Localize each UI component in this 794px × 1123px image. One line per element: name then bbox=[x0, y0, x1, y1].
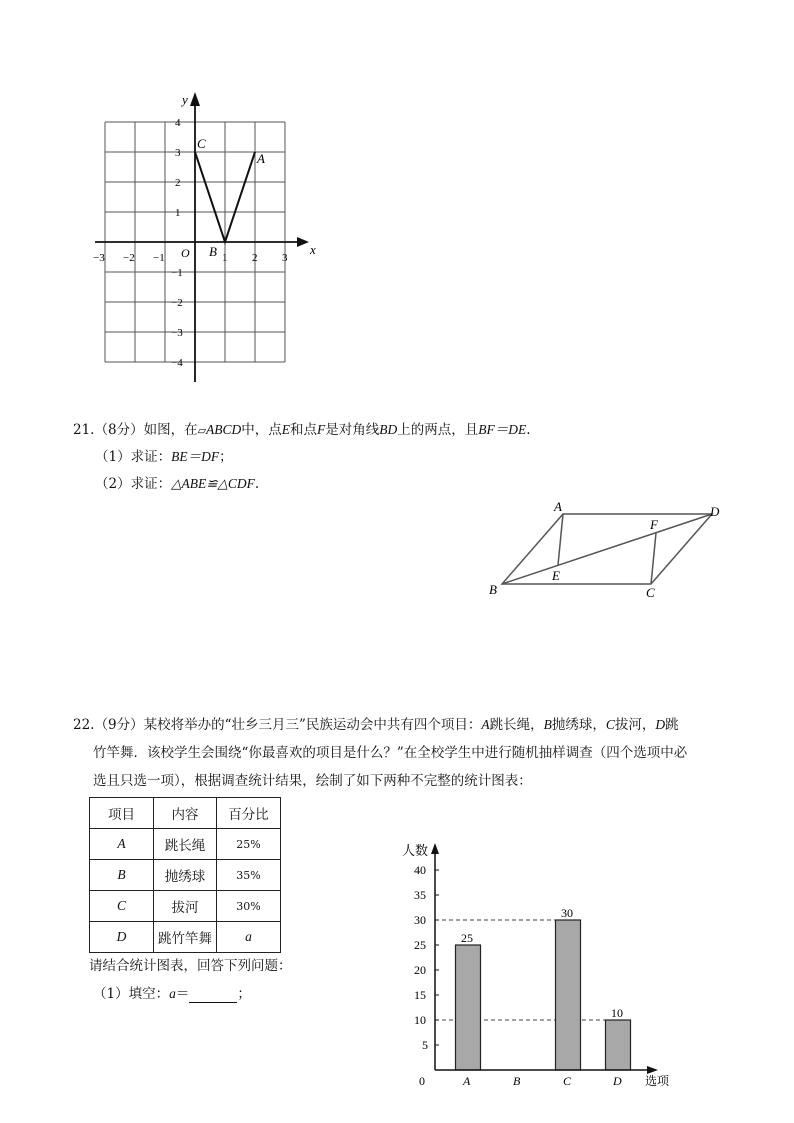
table-row bbox=[90, 829, 281, 860]
q21-text: . bbox=[526, 422, 531, 438]
table-cell: C bbox=[90, 891, 154, 922]
q22-part1-end: ； bbox=[237, 986, 251, 1002]
segment-ae bbox=[558, 514, 563, 565]
point-c-label: C bbox=[197, 136, 206, 151]
q21-part2-expr: △ABE≌△CDF bbox=[171, 476, 255, 491]
y-tick-label: 2 bbox=[175, 177, 181, 189]
x-axis-arrow bbox=[297, 237, 309, 247]
q22-part1-label: （1）填空： bbox=[93, 986, 170, 1002]
q21-diagonal: BD bbox=[379, 422, 398, 437]
y-tick-label: 35 bbox=[414, 888, 426, 902]
q22-instruction: 请结合统计图表，回答下列问题： bbox=[89, 958, 292, 974]
table-cell: B bbox=[90, 860, 154, 891]
q22-text: 拔河， bbox=[614, 717, 656, 733]
x-tick-label: −2 bbox=[123, 252, 135, 264]
q21-para-name: ABCD bbox=[206, 422, 242, 437]
q22-stem-line1 bbox=[73, 716, 679, 734]
q21-text: 中，点 bbox=[241, 422, 282, 438]
chart-bars bbox=[456, 920, 631, 1070]
y-tick-label: 25 bbox=[414, 938, 426, 952]
q22-text: 抛绣球， bbox=[551, 717, 606, 733]
y-axis-title: 人数 bbox=[402, 843, 429, 858]
bar-value-label: 30 bbox=[561, 906, 573, 920]
y-tick-label: 10 bbox=[414, 1013, 426, 1027]
table-cell: 35% bbox=[217, 860, 281, 891]
x-tick-label: 2 bbox=[252, 252, 258, 264]
q21-part1-expr: BE＝DF bbox=[171, 449, 220, 464]
q22-text: 跳 bbox=[665, 717, 679, 733]
label-d: D bbox=[710, 504, 720, 519]
bar-a bbox=[456, 945, 481, 1070]
table-header: 内容 bbox=[154, 798, 217, 829]
table-header: 百分比 bbox=[217, 798, 281, 829]
q21-part1-label: （1）求证： bbox=[95, 449, 172, 465]
q22-text: 跳长绳， bbox=[489, 717, 544, 733]
q21-point-e: E bbox=[281, 422, 291, 437]
q21-text: 如图，在 bbox=[143, 422, 198, 438]
bar-c bbox=[556, 920, 581, 1070]
coordinate-tick-labels bbox=[93, 92, 316, 369]
x-axis-label: x bbox=[310, 242, 316, 257]
y-tick-label: 5 bbox=[422, 1038, 428, 1052]
stats-table bbox=[89, 797, 281, 953]
q22-text: 某校将举办的“壮乡三月三”民族运动会中共有四个项目： bbox=[143, 717, 482, 733]
table-cell: 拔河 bbox=[154, 891, 217, 922]
parallelogram-figure bbox=[480, 495, 730, 605]
y-tick-label: 20 bbox=[414, 963, 426, 977]
label-b: B bbox=[489, 582, 497, 597]
q21-score: （8分） bbox=[94, 422, 144, 438]
x-tick-label: B bbox=[513, 1074, 521, 1088]
y-tick-label: −1 bbox=[171, 267, 183, 279]
y-axis-arrow bbox=[431, 843, 439, 854]
q21-text: 上的两点，且 bbox=[397, 422, 479, 438]
q22-number: 22. bbox=[73, 717, 95, 733]
table-row bbox=[90, 922, 281, 953]
q22-option-b: B bbox=[543, 717, 552, 732]
origin-label: O bbox=[181, 246, 190, 260]
y-tick-label: −4 bbox=[171, 357, 183, 369]
bar-value-label: 25 bbox=[461, 931, 473, 945]
x-tick-label: −1 bbox=[153, 252, 165, 264]
table-row bbox=[90, 891, 281, 922]
q21-point-f: F bbox=[317, 422, 326, 437]
x-axis-title: 选项 bbox=[645, 1074, 670, 1088]
label-a: A bbox=[554, 499, 562, 514]
y-tick-label: −2 bbox=[171, 297, 183, 309]
q21-text: 是对角线 bbox=[325, 422, 380, 438]
x-tick-label: 1 bbox=[222, 252, 228, 264]
y-tick-label: 3 bbox=[175, 147, 181, 159]
point-b-label: B bbox=[209, 244, 217, 259]
answer-blank[interactable] bbox=[189, 988, 237, 1003]
q22-part1 bbox=[93, 985, 251, 1003]
table-row bbox=[90, 860, 281, 891]
q21-part2-label: （2）求证： bbox=[95, 476, 172, 492]
q22-score: （9分） bbox=[94, 717, 144, 733]
bar-chart bbox=[390, 835, 680, 1090]
table-cell: D bbox=[90, 922, 154, 953]
q21-part2 bbox=[95, 475, 259, 493]
y-tick-label: −3 bbox=[171, 327, 183, 339]
q22-stem-line2: 竹竿舞．该校学生会围绕“你最喜欢的项目是什么？”在全校学生中进行随机抽样调查（四个选项中必 bbox=[93, 745, 688, 761]
q21-part1 bbox=[95, 448, 233, 466]
q22-option-d: D bbox=[655, 717, 666, 732]
diagonal-bd bbox=[502, 514, 712, 584]
q22-option-a: A bbox=[481, 717, 490, 732]
table-cell: a bbox=[217, 922, 281, 953]
parallelogram-symbol: ▱ bbox=[197, 424, 207, 437]
q21-condition: BF＝DE bbox=[478, 422, 527, 437]
y-tick-label: 4 bbox=[175, 117, 181, 129]
bar-d bbox=[606, 1020, 631, 1070]
y-tick-label: 0 bbox=[419, 1074, 425, 1088]
y-tick-label: 30 bbox=[414, 913, 426, 927]
table-header: 项目 bbox=[90, 798, 154, 829]
bar-value-label: 10 bbox=[611, 1006, 623, 1020]
table-cell: A bbox=[90, 829, 154, 860]
x-tick-label: 3 bbox=[282, 252, 288, 264]
x-tick-label: −3 bbox=[93, 252, 105, 264]
segment-cf bbox=[651, 533, 656, 584]
table-cell: 25% bbox=[217, 829, 281, 860]
x-axis-arrow bbox=[647, 1066, 658, 1074]
table-cell: 抛绣球 bbox=[154, 860, 217, 891]
q22-part1-var: a bbox=[169, 986, 176, 1001]
table-cell: 跳长绳 bbox=[154, 829, 217, 860]
q21-part2-end: . bbox=[254, 476, 260, 492]
q21-part1-end: ； bbox=[219, 449, 233, 465]
y-axis-arrow bbox=[190, 92, 200, 106]
x-tick-label: C bbox=[563, 1074, 572, 1088]
coordinate-figure bbox=[85, 92, 325, 392]
x-tick-label: A bbox=[463, 1074, 471, 1088]
table-header-row bbox=[90, 798, 281, 829]
label-f: F bbox=[650, 517, 658, 532]
q22-option-c: C bbox=[605, 717, 615, 732]
x-tick-label: D bbox=[613, 1074, 622, 1088]
q22-stem-line3: 选且只选一项），根据调查统计结果，绘制了如下两种不完整的统计图表： bbox=[93, 773, 532, 789]
label-c: C bbox=[646, 585, 655, 600]
label-e: E bbox=[552, 568, 560, 583]
q22-part1-eq: ＝ bbox=[175, 986, 190, 1002]
y-tick-label: 15 bbox=[414, 988, 426, 1002]
y-tick-label: 1 bbox=[175, 207, 181, 219]
q21-stem bbox=[73, 421, 531, 440]
y-axis-label: y bbox=[182, 92, 188, 107]
table-cell: 30% bbox=[217, 891, 281, 922]
q21-number: 21. bbox=[73, 422, 95, 438]
point-a-label: A bbox=[257, 151, 265, 166]
table-cell: 跳竹竿舞 bbox=[154, 922, 217, 953]
q21-text: 和点 bbox=[290, 422, 318, 438]
y-tick-label: 40 bbox=[414, 863, 426, 877]
